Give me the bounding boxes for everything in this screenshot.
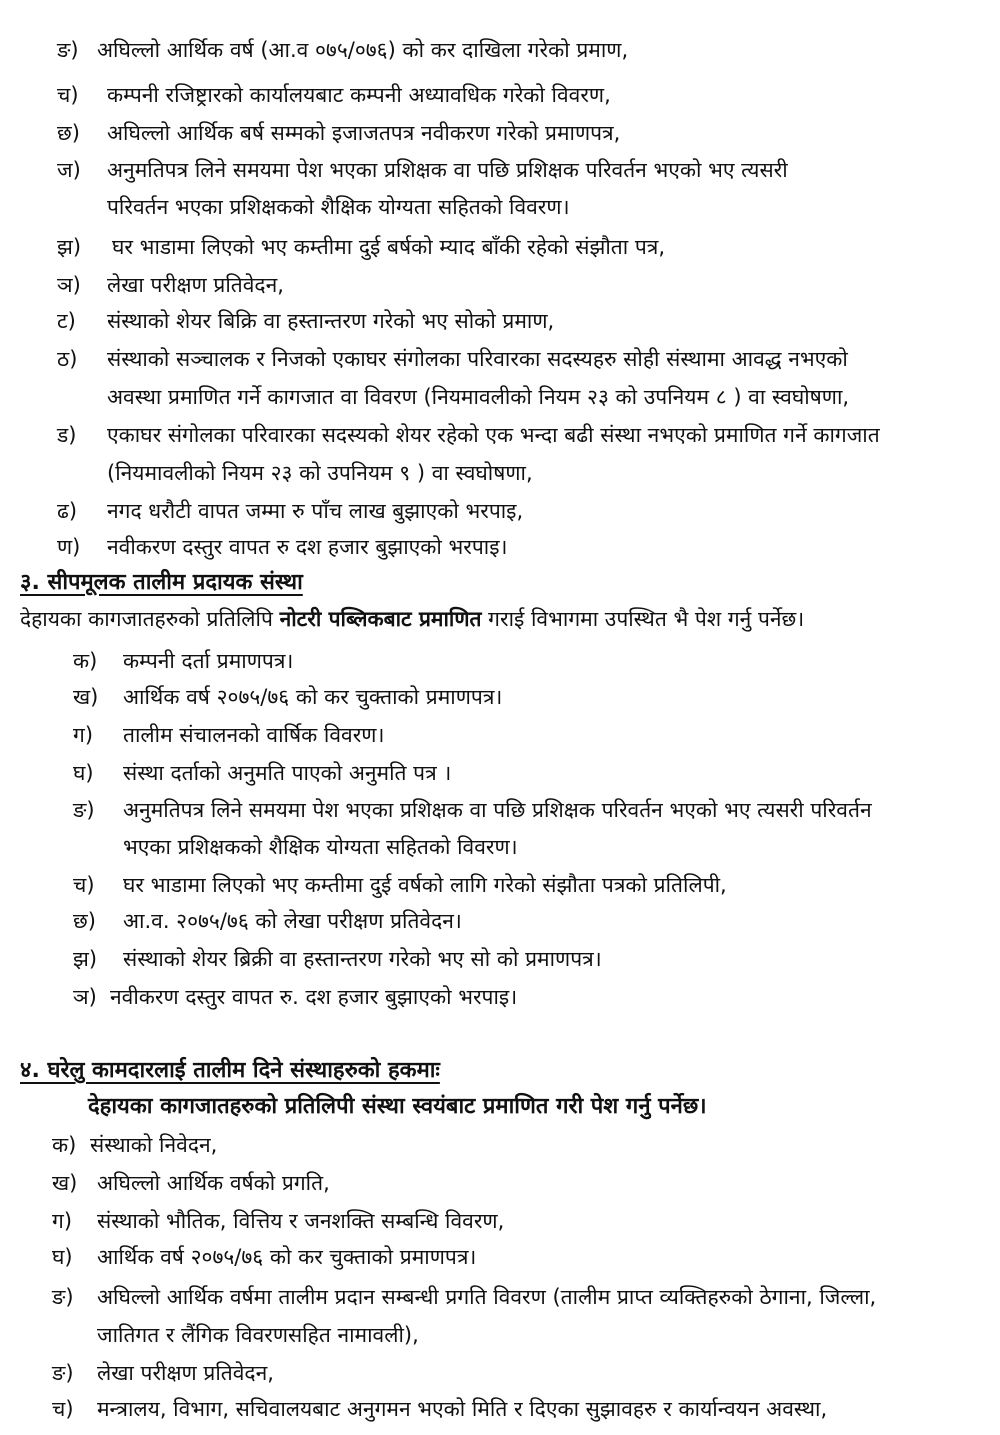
item-text: संस्थाको शेयर ब्रिक्री वा हस्तान्तरण गरेको भए सो को प्रमाणपत्र।	[123, 947, 602, 971]
item-text: संस्थाको सञ्चालक र निजको एकाघर संगोलका परिवारका सदस्यहरु सोही संस्थामा आवद्ध नभएको	[107, 347, 848, 371]
item-marker: ञ)	[57, 273, 81, 297]
item-text: मन्त्रालय, विभाग, सचिवालयबाट अनुगमन भएको मिति र दिएका सुझावहरु र कार्यान्वयन अवस्था,	[97, 1397, 828, 1421]
item-marker: ट)	[57, 309, 76, 333]
item-marker: च)	[73, 873, 95, 897]
item-marker: छ)	[73, 909, 96, 933]
item-marker: ढ)	[57, 499, 78, 523]
intro-text: देहायका कागजातहरुको प्रतिलिपि	[20, 607, 280, 631]
item-text: अनुमतिपत्र लिने समयमा पेश भएका प्रशिक्षक वा पछि प्रशिक्षक परिवर्तन भएको भए त्यसरी परिवर्तन	[123, 798, 872, 822]
item-text-continued: जातिगत र लैंगिक विवरणसहित नामावली),	[97, 1323, 419, 1347]
item-text: तालीम संचालनको वार्षिक विवरण।	[123, 723, 385, 747]
item-marker: घ)	[73, 761, 94, 785]
intro-text-end: गराई विभागमा उपस्थित भै पेश गर्नु पर्नेछ।	[481, 607, 805, 631]
item-text: कम्पनी दर्ता प्रमाणपत्र।	[123, 649, 294, 673]
item-marker: ञ)	[73, 985, 97, 1009]
item-marker: ङ)	[52, 1361, 74, 1385]
item-text: अघिल्लो आर्थिक वर्ष (आ.व ०७५/०७६) को कर दाखिला गरेको प्रमाण,	[97, 38, 629, 62]
item-text: संस्थाको निवेदन,	[90, 1133, 218, 1157]
item-text: अघिल्लो आर्थिक वर्षको प्रगति,	[97, 1171, 330, 1195]
item-text: लेखा परीक्षण प्रतिवेदन,	[97, 1361, 274, 1385]
item-marker: छ)	[57, 121, 80, 145]
item-text: कम्पनी रजिष्ट्रारको कार्यालयबाट कम्पनी अध्यावधिक गरेको विवरण,	[107, 83, 611, 107]
item-marker: क)	[52, 1133, 77, 1157]
item-marker: ङ)	[73, 798, 95, 822]
item-marker: क)	[73, 649, 98, 673]
item-text: अघिल्लो आर्थिक बर्ष सम्मको इजाजतपत्र नवीकरण गरेको प्रमाणपत्र,	[107, 121, 621, 145]
item-text: नगद धरौटी वापत जम्मा रु पाँच लाख बुझाएको भरपाइ,	[107, 499, 524, 523]
item-text: अनुमतिपत्र लिने समयमा पेश भएका प्रशिक्षक वा पछि प्रशिक्षक परिवर्तन भएको भए त्यसरी	[107, 158, 788, 182]
item-marker: घ)	[52, 1245, 73, 1269]
item-text-continued: (नियमावलीको नियम २३ को उपनियम ९ ) वा स्वघोषणा,	[107, 461, 533, 485]
item-text-continued: परिवर्तन भएका प्रशिक्षकको शैक्षिक योग्यता सहितको विवरण।	[107, 195, 570, 219]
item-text: संस्थाको भौतिक, वित्तिय र जनशक्ति सम्बन्धि विवरण,	[97, 1209, 505, 1233]
item-text: आर्थिक वर्ष २०७५/७६ को कर चुक्ताको प्रमाणपत्र।	[123, 685, 503, 709]
intro-bold-text: नोटरी पब्लिकबाट प्रमाणित	[279, 607, 482, 631]
item-text: अघिल्लो आर्थिक वर्षमा तालीम प्रदान सम्बन्धी प्रगति विवरण (तालीम प्राप्त व्यक्तिहरुको ठेगाना, जिल्ला,	[97, 1285, 877, 1309]
item-text: नवीकरण दस्तुर वापत रु. दश हजार बुझाएको भरपाइ।	[110, 985, 518, 1009]
item-marker: ठ)	[57, 347, 78, 371]
item-marker: ङ)	[52, 1285, 74, 1309]
item-marker: च)	[57, 83, 79, 107]
section-heading: ३. सीपमूलक तालीम प्रदायक संस्था	[20, 570, 303, 595]
item-marker: ख)	[73, 685, 99, 709]
item-text: एकाघर संगोलका परिवारका सदस्यको शेयर रहेको एक भन्दा बढी संस्था नभएको प्रमाणित गर्ने कागजात	[107, 423, 880, 447]
item-marker: ख)	[52, 1171, 78, 1195]
item-text: लेखा परीक्षण प्रतिवेदन,	[107, 273, 284, 297]
item-text: संस्था दर्ताको अनुमति पाएको अनुमति पत्र ।	[123, 761, 452, 785]
item-marker: ज)	[57, 158, 81, 182]
item-text: आर्थिक वर्ष २०७५/७६ को कर चुक्ताको प्रमाणपत्र।	[97, 1245, 477, 1269]
item-marker: ण)	[57, 535, 81, 559]
item-marker: ग)	[73, 723, 94, 747]
item-text: घर भाडामा लिएको भए कम्तीमा दुई बर्षको म्याद बाँकी रहेको संझौता पत्र,	[112, 235, 666, 259]
item-marker: च)	[52, 1397, 74, 1421]
item-text: संस्थाको शेयर बिक्रि वा हस्तान्तरण गरेको भए सोको प्रमाण,	[107, 309, 555, 333]
item-text: नवीकरण दस्तुर वापत रु दश हजार बुझाएको भरपाइ।	[107, 535, 508, 559]
item-marker: ड)	[57, 423, 77, 447]
section-heading: ४. घरेलु कामदारलाई तालीम दिने संस्थाहरुको हकमाः	[20, 1058, 440, 1083]
section-subheading: देहायका कागजातहरुको प्रतिलिपी संस्था स्वयंबाट प्रमाणित गरी पेश गर्नु पर्नेछ।	[88, 1094, 707, 1119]
item-text-continued: अवस्था प्रमाणित गर्ने कागजात वा विवरण (नियमावलीको नियम २३ को उपनियम ८ ) वा स्वघोषणा,	[107, 385, 850, 409]
item-marker: झ)	[73, 947, 98, 971]
item-marker: ग)	[52, 1209, 73, 1233]
item-marker: झ)	[57, 235, 82, 259]
item-text-continued: भएका प्रशिक्षकको शैक्षिक योग्यता सहितको विवरण।	[123, 835, 518, 859]
item-text: घर भाडामा लिएको भए कम्तीमा दुई वर्षको लागि गरेको संझौता पत्रको प्रतिलिपी,	[123, 873, 727, 897]
section-intro	[20, 604, 804, 634]
item-marker: ङ)	[57, 38, 79, 62]
item-text: आ.व. २०७५/७६ को लेखा परीक्षण प्रतिवेदन।	[123, 909, 462, 933]
